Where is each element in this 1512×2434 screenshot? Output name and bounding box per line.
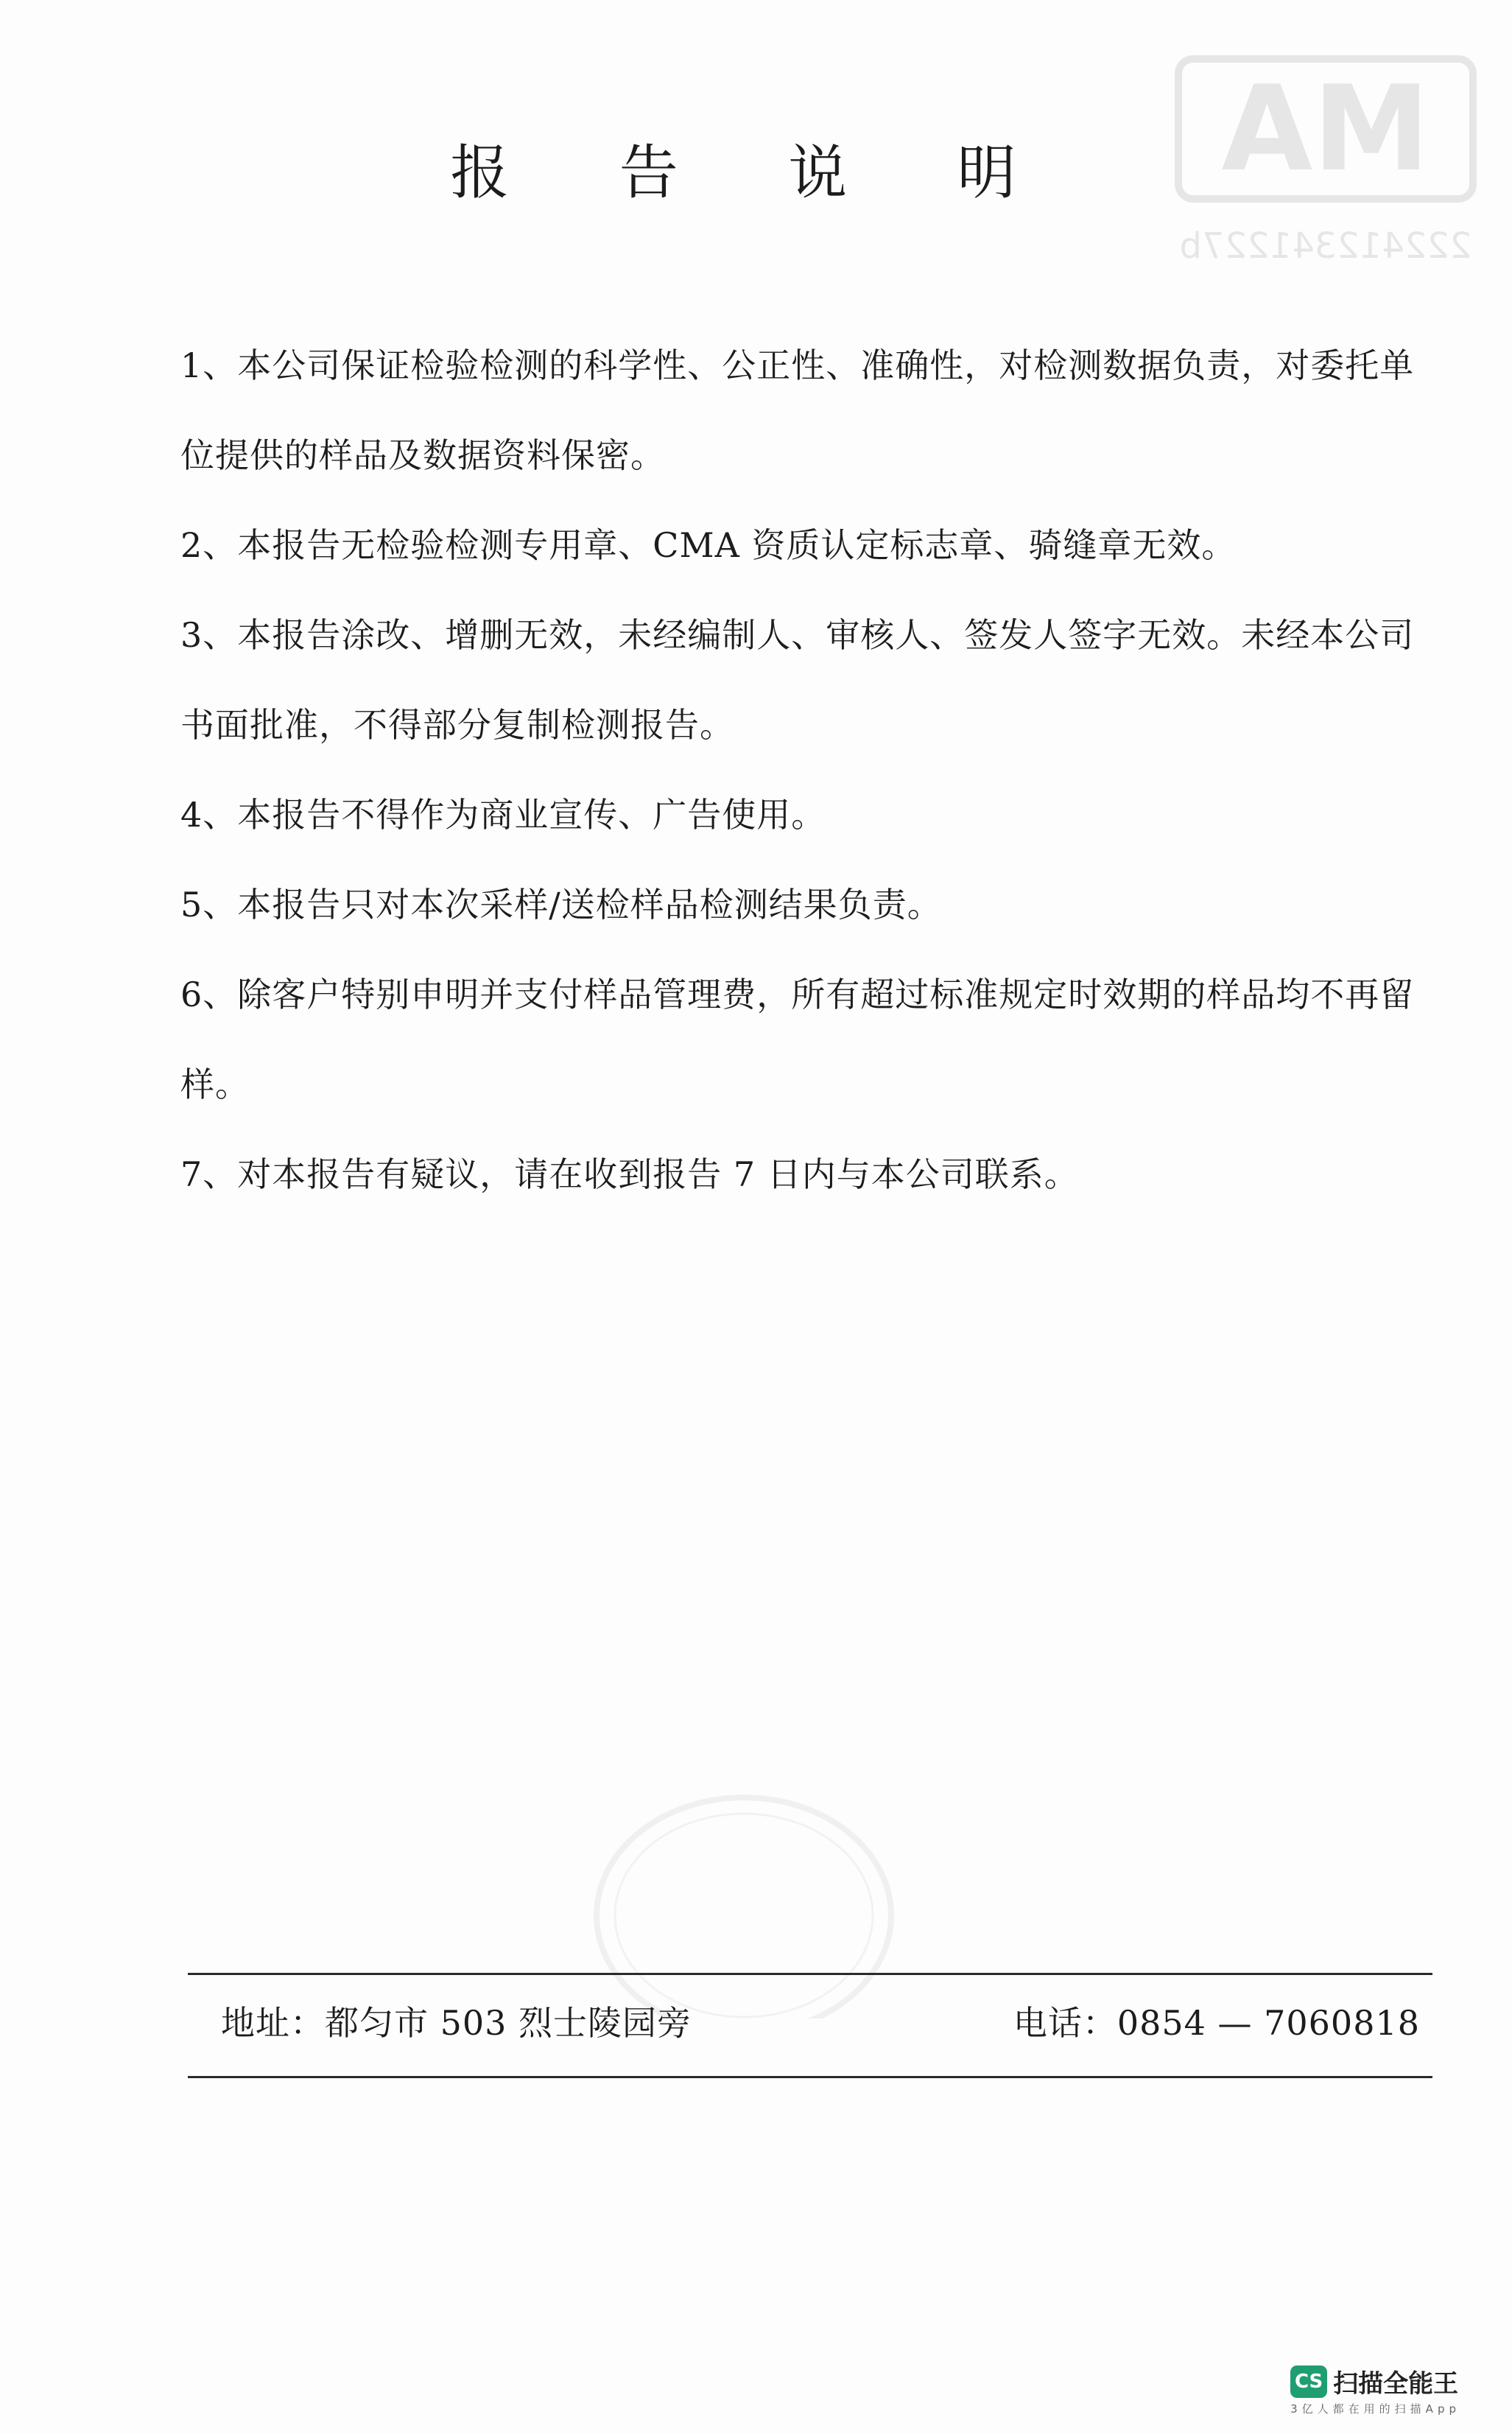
notice-item-4: 4、本报告不得作为商业宣传、广告使用。 <box>180 795 826 835</box>
footer-address: 地址：都匀市 503 烈士陵园旁 <box>221 2003 692 2043</box>
cma-seal-number: 222412341227b <box>1179 225 1472 267</box>
notice-list <box>180 320 1418 1219</box>
company-round-seal <box>582 1783 906 2019</box>
camscanner-logo-icon: CS <box>1290 2365 1327 2398</box>
watermark-tagline: 3亿人都在用的扫描App <box>1290 2402 1460 2416</box>
scanner-watermark <box>1290 2363 1460 2416</box>
notice-item-6: 6、除客户特别申明并支付样品管理费，所有超过标准规定时效期的样品均不再留样。 <box>180 975 1415 1104</box>
footer-divider-top <box>188 1973 1432 1975</box>
page-title: 报 告 说 明 <box>450 138 1062 207</box>
notice-item-1: 1、本公司保证检验检测的科学性、公正性、准确性，对检测数据负责，对委托单位提供的样品及数据资料保密。 <box>180 346 1415 475</box>
watermark-brand: 扫描全能王 <box>1333 2369 1459 2399</box>
notice-item-7: 7、对本报告有疑议，请在收到报告 7 日内与本公司联系。 <box>180 1154 1079 1194</box>
notice-item-5: 5、本报告只对本次采样/送检样品检测结果负责。 <box>180 885 942 925</box>
footer-divider-bottom <box>188 2076 1432 2078</box>
cma-seal-text: MA <box>1221 60 1430 197</box>
notice-item-3: 3、本报告涂改、增删无效，未经编制人、审核人、签发人签字无效。未经本公司书面批准，不得部分复制检测报告。 <box>180 615 1415 745</box>
footer-phone: 电话：0854 — 7060818 <box>1013 2003 1420 2043</box>
notice-item-2: 2、本报告无检验检测专用章、CMA 资质认定标志章、骑缝章无效。 <box>180 525 1237 565</box>
